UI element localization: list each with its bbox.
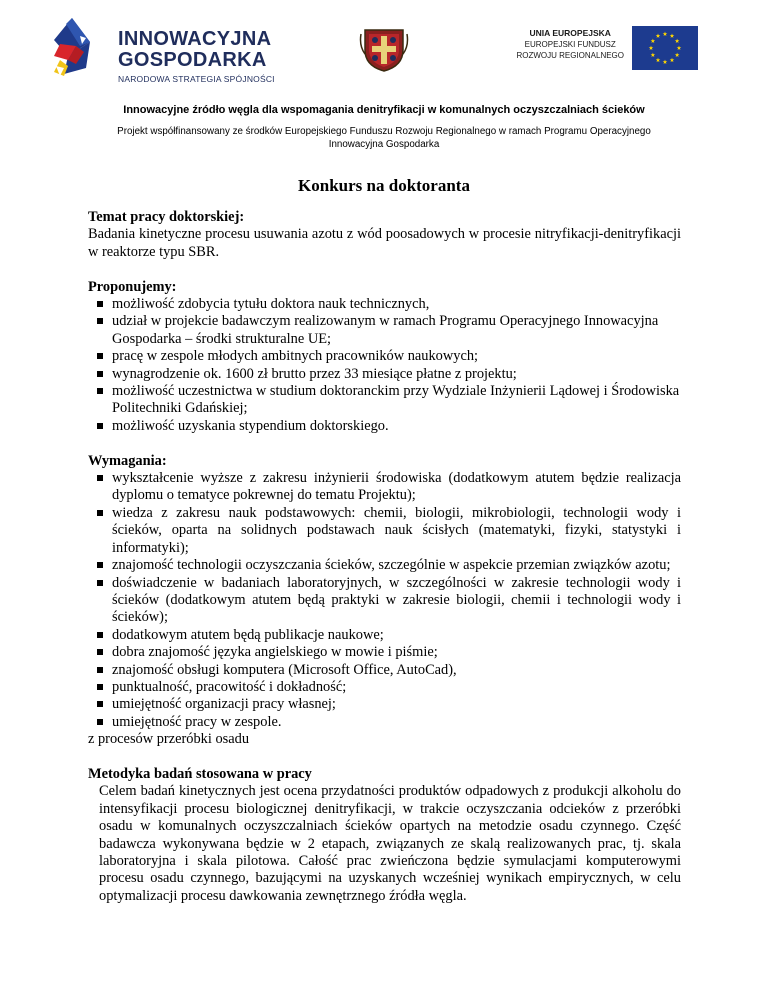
- offer-list: [88, 296, 681, 435]
- ig-logo-line2: GOSPODARKA: [118, 49, 267, 71]
- requirements-trailing-text: z procesów przeróbki osadu: [88, 731, 250, 748]
- project-cofinancing: Projekt współfinansowany ze środków Europejskiego Funduszu Rozwoju Regionalnego w ramach Programu Operacyjnego Innowacyjna Gospodarka: [117, 126, 651, 150]
- offer-item: pracę w zespole młodych ambitnych pracowników naukowych;: [112, 348, 681, 365]
- requirements-section: [88, 453, 681, 749]
- requirement-item: wiedza z zakresu nauk podstawowych: chemii, biologii, mikrobiologii, technologii wody i ścieków, oparta na solidnych podstawach nauk ścisłych (matematyki, fizyki, statystyki i informatyki);: [112, 504, 681, 556]
- requirement-item: znajomość technologii oczyszczania ścieków, szczególnie w aspekcie przemian związków azotu;: [112, 557, 681, 574]
- eu-flag-icon: [632, 26, 698, 70]
- methodology-section: [88, 766, 681, 905]
- requirement-item: wykształcenie wyższe z zakresu inżynierii środowiska (dodatkowym atutem będzie realizacja dyplomu o tematyce pokrewnej do tematu Projektu);: [112, 470, 681, 504]
- crest-icon: [359, 26, 409, 72]
- ig-emblem-icon: [46, 16, 110, 80]
- project-title: Innowacyjne źródło węgla dla wspomagania denitryfikacji w komunalnych oczyszczalniach ścieków: [123, 104, 645, 116]
- ig-logo-line3: NARODOWA STRATEGIA SPÓJNOŚCI: [118, 74, 275, 84]
- requirements-heading: Wymagania:: [88, 452, 167, 469]
- requirement-item: umiejętność organizacji pracy własnej;: [112, 696, 681, 713]
- requirement-item: umiejętność pracy w zespole.: [112, 714, 681, 731]
- offer-item: możliwość uczestnictwa w studium doktoranckim przy Wydziale Inżynierii Lądowej i Środowiska Politechniki Gdańskiej;: [112, 383, 680, 417]
- eu-fund-logo: [498, 24, 698, 72]
- topic-section: [88, 209, 681, 261]
- eu-logo-line1: UNIA EUROPEJSKA: [529, 28, 611, 38]
- offer-section: [88, 279, 681, 436]
- methodology-text: Celem badań kinetycznych jest ocena przydatności produktów odpadowych z produkcji alkoholu do intensyfikacji procesu biologicznej denitryfikacji, w trakcie oczyszczania odcieków z przeróbki osadu w komunalnych oczyszczalniach ścieków opartych na metodzie osadu czynnego. Część badawcza wykonywana będzie w 2 etapach, związanych ze skalą realizowanych prac, tj. skala laboratoryjna i skala pilotowa. Całość prac zwieńczona będzie symulacjami komputerowymi procesu osadu czynnego, bazującymi na uzyskanych wcześniej wynikach empirycznych, w celu optymalizacji procesu dawkowania zewnętrznego źródła węgla.: [99, 783, 681, 904]
- offer-item: udział w projekcie badawczym realizowanym w ramach Programu Operacyjnego Innowacyjna Gospodarka – środki strukturalne UE;: [112, 313, 681, 348]
- university-crest-logo: [359, 26, 409, 72]
- topic-heading: Temat pracy doktorskiej:: [88, 209, 245, 225]
- offer-heading: Proponujemy:: [88, 278, 177, 295]
- eu-logo-line2: EUROPEJSKI FUNDUSZ: [524, 40, 616, 49]
- eu-logo-line3: ROZWOJU REGIONALNEGO: [516, 51, 624, 60]
- requirement-item: znajomość obsługi komputera (Microsoft Office, AutoCad),: [112, 662, 681, 679]
- methodology-heading: Metodyka badań stosowana w pracy: [88, 765, 312, 782]
- offer-item: wynagrodzenie ok. 1600 zł brutto przez 33 miesiące płatne z projektu;: [112, 366, 681, 383]
- requirements-list: [88, 470, 681, 731]
- ig-logo-line1: INNOWACYJNA: [118, 28, 272, 50]
- offer-item: możliwość uzyskania stypendium doktorskiego.: [112, 418, 681, 435]
- innowacyjna-gospodarka-logo: [46, 16, 276, 82]
- requirement-item: doświadczenie w badaniach laboratoryjnych, w szczególności w zakresie technologii wody i ścieków (dodatkowym atutem będą praktyki w zakresie biologii, chemii i technologii wody i ścieków);: [112, 574, 681, 626]
- requirement-item: dobra znajomość języka angielskiego w mowie i piśmie;: [112, 644, 681, 661]
- topic-text: Badania kinetyczne procesu usuwania azotu z wód poosadowych w procesie nitryfikacji-denitryfikacji w reaktorze typu SBR.: [88, 226, 681, 260]
- requirement-item: punktualność, pracowitość i dokładność;: [112, 679, 681, 696]
- offer-item: możliwość zdobycia tytułu doktora nauk technicznych,: [112, 296, 681, 313]
- document-title: Konkurs na doktoranta: [298, 176, 470, 195]
- document-body: [88, 209, 681, 923]
- requirement-item: dodatkowym atutem będą publikacje naukowe;: [112, 627, 681, 644]
